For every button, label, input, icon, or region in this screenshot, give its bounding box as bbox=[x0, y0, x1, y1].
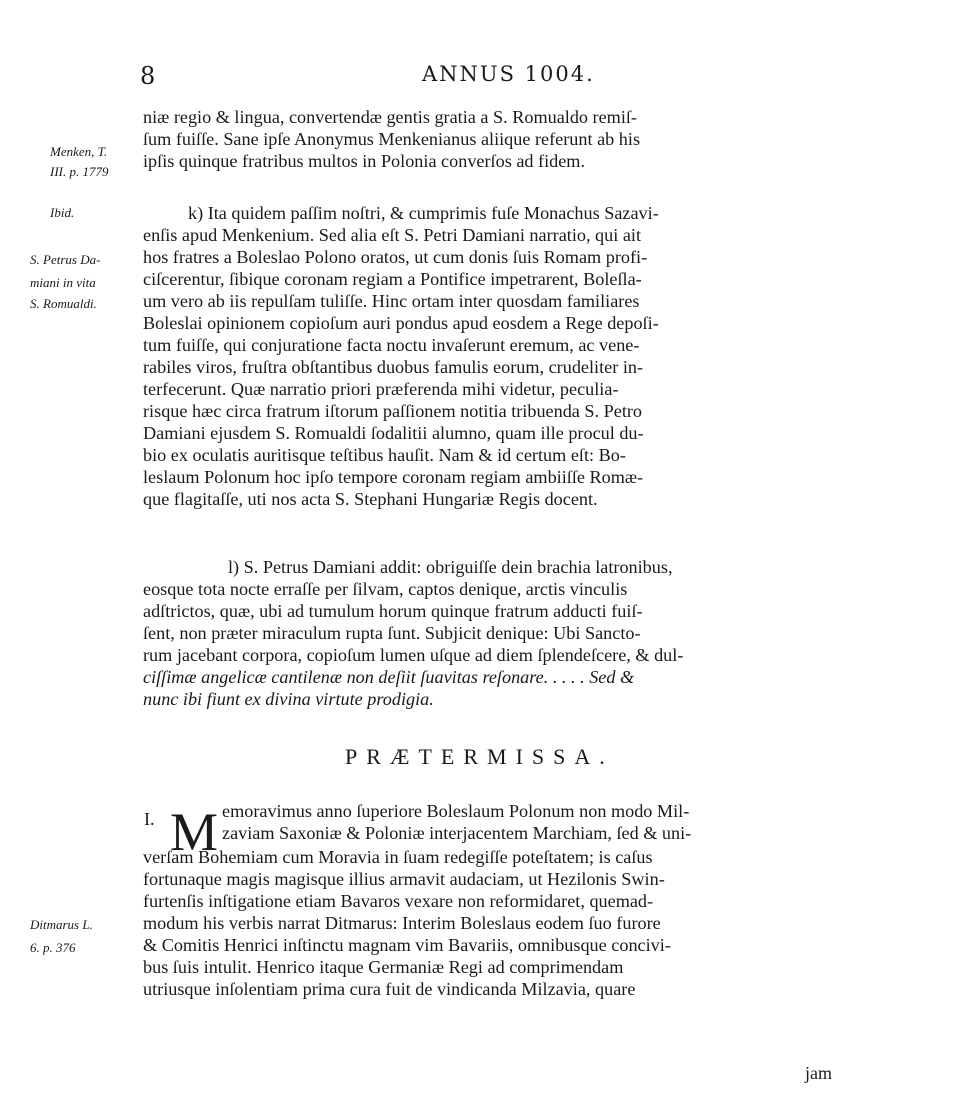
margin-note: miani in vita bbox=[30, 275, 96, 290]
para-line: k) Ita quidem paſſim noſtri, & cumprimis fuſe Monachus Sazavi- bbox=[188, 203, 659, 223]
para-line: um vero ab iis repulſam tuliſſe. Hinc ortam inter quosdam familiares bbox=[143, 291, 640, 311]
catchword: jam bbox=[805, 1063, 832, 1083]
para-line: & Comitis Henrici inſtinctu magnam vim Bavariis, omnibusque concivi- bbox=[143, 935, 671, 955]
para-line: ſent, non præter miraculum rupta ſunt. Subjicit denique: Ubi Sancto- bbox=[143, 623, 641, 643]
para-line: emoravimus anno ſuperiore Boleslaum Polonum non modo Mil- bbox=[222, 801, 690, 821]
para-line: rabiles viros, fruſtra obſtantibus duobus famulis eorum, crudeliter in- bbox=[143, 357, 644, 377]
para-line: hos fratres a Boleslao Polono oratos, ut cum donis ſuis Romam profi- bbox=[143, 247, 648, 267]
section-number: I. bbox=[144, 809, 155, 829]
para-line: utriusque inſolentiam prima cura fuit de vindicanda Milzavia, quare bbox=[143, 979, 636, 999]
margin-note: Ditmarus L. bbox=[30, 917, 93, 932]
para-line: risque hæc circa fratrum iſtorum paſſionem notitia tribuenda S. Petro bbox=[143, 401, 643, 421]
para-line: fortunaque magis magisque illius armavit audaciam, ut Hezilonis Swin- bbox=[143, 869, 665, 889]
para-line-italic: nunc ibi fiunt ex divina virtute prodigia. bbox=[143, 689, 434, 709]
para-line: modum his verbis narrat Ditmarus: Interim Boleslaus eodem ſuo furore bbox=[143, 913, 661, 933]
para-line: bio ex oculatis auritisque teſtibus hauſit. Nam & id certum eſt: Bo- bbox=[143, 445, 626, 465]
para-line: eosque tota nocte erraſſe per ſilvam, captos denique, arctis vinculis bbox=[143, 579, 628, 599]
para-line: terfecerunt. Quæ narratio priori præferenda mihi videtur, peculia- bbox=[143, 379, 619, 399]
margin-note: Menken, T. bbox=[50, 144, 108, 159]
para-line: furtenſis inſtigatione etiam Bavaros vexare non reformidaret, quemad- bbox=[143, 891, 654, 911]
running-head: ANNUS 1004. bbox=[422, 62, 595, 86]
para-line: Damiani ejusdem S. Romualdi ſodalitii alumno, quam ille procul du- bbox=[143, 423, 644, 443]
para-line: ciſcerentur, ſibique coronam regiam a Pontifice impetrarent, Boleſla- bbox=[143, 269, 642, 289]
margin-note: S. Petrus Da- bbox=[30, 252, 101, 267]
para-line: enſis apud Menkenium. Sed alia eſt S. Petri Damiani narratio, qui ait bbox=[143, 225, 642, 245]
para-line: zaviam Saxoniæ & Poloniæ interjacentem Marchiam, ſed & uni- bbox=[222, 823, 692, 843]
para-line: Boleslai opinionem copioſum auri pondus apud eosdem a Rege depoſi- bbox=[143, 313, 659, 333]
para-line-italic: rum jacebant corpora, copioſum lumen uſque ad diem ſplendeſcere, & dul- bbox=[143, 645, 684, 665]
section-title: PRÆTERMISSA. bbox=[345, 744, 614, 769]
para-line: l) S. Petrus Damiani addit: obriguiſſe dein brachia latronibus, bbox=[228, 557, 673, 577]
para-line: adſtrictos, quæ, ubi ad tumulum horum quinque fratrum adducti fuiſ- bbox=[143, 601, 643, 621]
page-number: 8 bbox=[140, 62, 156, 90]
margin-note: III. p. 1779 bbox=[50, 164, 109, 179]
drop-cap: M bbox=[170, 802, 219, 862]
para-line-italic: ciſſimæ angelicæ cantilenæ non deſiit ſuavitas reſonare. . . . . Sed & bbox=[143, 667, 635, 687]
para-line: ipſis quinque fratribus multos in Polonia converſos ad fidem. bbox=[143, 151, 585, 171]
margin-note: 6. p. 376 bbox=[30, 940, 76, 955]
margin-note: Ibid. bbox=[50, 205, 75, 220]
margin-note: S. Romualdi. bbox=[30, 296, 97, 311]
para-line: verſam Bohemiam cum Moravia in ſuam redegiſſe poteſtatem; is caſus bbox=[143, 847, 653, 867]
para-line: ſum fuiſſe. Sane ipſe Anonymus Menkenianus aliique referunt ab his bbox=[143, 129, 641, 149]
para-line: bus ſuis intulit. Henrico itaque Germaniæ Regi ad comprimendam bbox=[143, 957, 624, 977]
para-line: tum fuiſſe, qui conjuratione facta noctu invaſerunt eremum, ac vene- bbox=[143, 335, 640, 355]
para-line: niæ regio & lingua, convertendæ gentis gratia a S. Romualdo remiſ- bbox=[143, 107, 637, 127]
para-line: leslaum Polonum hoc ipſo tempore coronam regiam ambiiſſe Romæ- bbox=[143, 467, 644, 487]
para-line: que flagitaſſe, uti nos acta S. Stephani Hungariæ Regis docent. bbox=[143, 489, 598, 509]
page-header bbox=[140, 62, 840, 92]
